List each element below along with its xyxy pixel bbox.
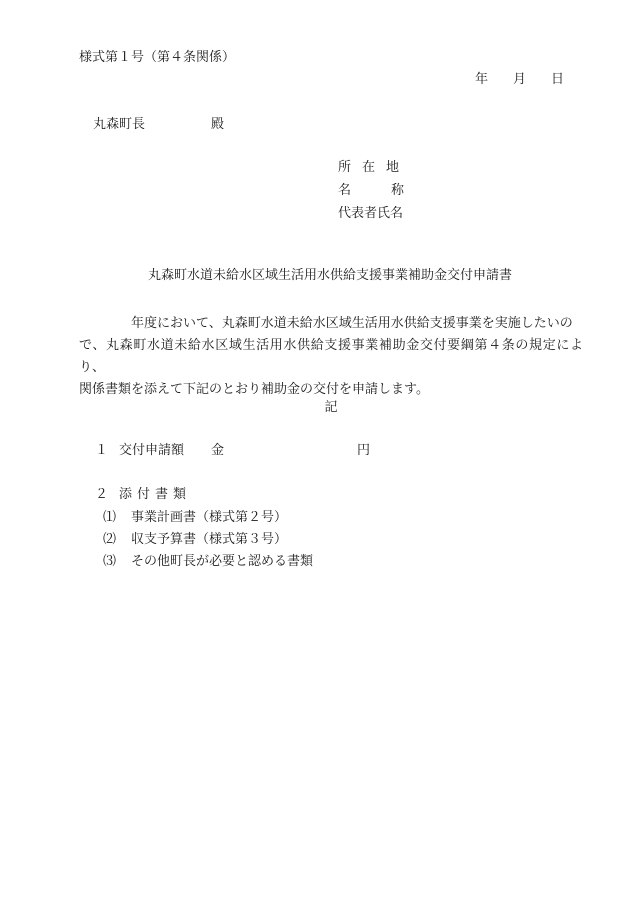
attachment-text: 事業計画書（様式第２号） — [131, 510, 288, 525]
attachment-item — [103, 510, 287, 526]
attachment-number: ⑵ — [103, 532, 117, 547]
applicant-address-row — [338, 160, 410, 176]
addressee-name: 丸森町長 — [93, 117, 146, 132]
body-line-2: で、丸森町水道未給水区域生活用水供給支援事業補助金交付要綱第４条の規定により、 — [79, 338, 583, 375]
date-year: 年 — [475, 72, 489, 87]
attachment-number: ⑶ — [103, 554, 117, 569]
attachment-item — [103, 532, 287, 548]
document-title: 丸森町水道未給水区域生活用水供給支援事業補助金交付申請書 — [147, 268, 512, 283]
item1-number: １ — [95, 443, 109, 458]
item1-prefix: 金 — [211, 443, 225, 458]
item-attachments — [95, 487, 191, 503]
item2-label: 添付書類 — [119, 487, 192, 502]
attachment-text: 収支予算書（様式第３号） — [131, 532, 288, 547]
attachment-text: その他町長が必要と認める書類 — [131, 554, 314, 569]
attachment-number: ⑴ — [103, 510, 117, 525]
body-line-1: 年度において、丸森町水道未給水区域生活用水供給支援事業を実施したいの — [131, 316, 573, 331]
applicant-representative-label: 代表者氏名 — [338, 206, 404, 221]
item2-number: ２ — [95, 487, 109, 502]
ki-heading: 記 — [324, 400, 338, 415]
item1-unit: 円 — [357, 443, 371, 458]
applicant-name-label: 名称 — [338, 183, 445, 198]
applicant-representative-row — [338, 206, 403, 222]
addressee-honorific: 殿 — [211, 117, 225, 132]
body-paragraph — [79, 313, 583, 401]
attachment-item — [103, 554, 313, 570]
addressee — [93, 117, 224, 133]
date-month: 月 — [513, 72, 527, 87]
applicant-address-label: 所在地 — [338, 160, 411, 175]
form-number: 様式第１号（第４条関係） — [79, 50, 236, 65]
item1-label: 交付申請額 — [119, 443, 185, 458]
item-application-amount — [95, 443, 370, 459]
date-line — [475, 72, 564, 88]
body-line-3: 関係書類を添えて下記のとおり補助金の交付を申請します。 — [79, 382, 429, 397]
applicant-name-row — [338, 183, 444, 199]
date-day: 日 — [551, 72, 565, 87]
